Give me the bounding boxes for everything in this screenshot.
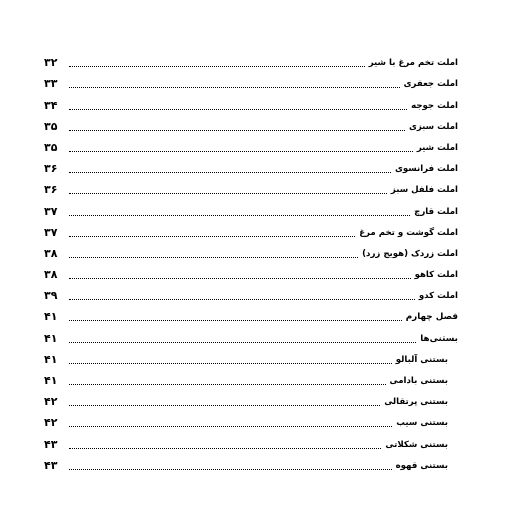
toc-entry-page-number: ۴۱ <box>44 310 58 324</box>
toc-entry-title: املت گوشت و تخم مرغ <box>359 227 458 238</box>
toc-entry[interactable] <box>44 429 458 450</box>
toc-entry[interactable] <box>44 48 458 69</box>
dot-leader <box>69 448 381 449</box>
toc-entry[interactable] <box>44 451 458 472</box>
dot-leader <box>69 257 358 258</box>
toc-entry-page-number: ۴۱ <box>44 331 58 345</box>
toc-entry[interactable] <box>44 90 458 111</box>
dot-leader <box>69 384 386 385</box>
toc-entry-page-number: ۳۶ <box>44 183 58 197</box>
toc-entry-page-number: ۴۲ <box>44 395 58 409</box>
toc-entry-page-number: ۴۱ <box>44 374 58 387</box>
toc-entry-page-number: ۳۹ <box>44 289 58 303</box>
toc-entry-title: بستنی بادامی <box>389 376 448 386</box>
dot-leader <box>69 320 402 321</box>
dot-leader <box>69 66 365 67</box>
toc-entry-page-number: ۳۶ <box>44 162 58 176</box>
toc-entry-page-number: ۳۷ <box>44 204 58 218</box>
toc-entry[interactable] <box>44 133 458 154</box>
toc-entry-page-number: ۳۳ <box>44 77 58 91</box>
toc-entry[interactable] <box>44 175 458 196</box>
toc-entry[interactable] <box>44 302 458 323</box>
toc-entry-page-number: ۳۵ <box>44 140 58 154</box>
toc-entry[interactable] <box>44 239 458 260</box>
toc-entry[interactable] <box>44 260 458 281</box>
dot-leader <box>69 426 392 427</box>
toc-entry-title: املت جعفری <box>403 79 458 90</box>
toc-entry[interactable] <box>44 387 458 408</box>
toc-entry-title: املت شیر <box>416 142 458 153</box>
toc-entry-title: املت فلفل سبز <box>390 185 458 196</box>
dot-leader <box>69 405 380 406</box>
dot-leader <box>69 193 387 194</box>
toc-entry-page-number: ۳۲ <box>44 56 58 70</box>
toc-entry[interactable] <box>44 345 458 366</box>
table-of-contents <box>44 48 458 472</box>
dot-leader <box>69 130 405 131</box>
toc-entry-page-number: ۴۳ <box>44 458 58 472</box>
toc-entry-title: املت زردک (هویج زرد) <box>362 248 458 259</box>
toc-entry-title: بستنی سیب <box>396 418 448 429</box>
toc-entry-title: بستنی قهوه <box>395 460 448 471</box>
toc-entry-title: فصل چهارم <box>405 312 458 323</box>
dot-leader <box>69 87 400 88</box>
dot-leader <box>69 469 392 470</box>
dot-leader <box>69 342 416 343</box>
toc-entry[interactable] <box>44 281 458 302</box>
toc-entry-page-number: ۴۲ <box>44 416 58 430</box>
toc-entry[interactable] <box>44 69 458 90</box>
toc-entry-page-number: ۳۵ <box>44 119 58 133</box>
toc-entry-title: بستنی شکلاتی <box>385 439 448 450</box>
dot-leader <box>69 299 415 300</box>
toc-entry-title: املت کاهو <box>414 270 458 281</box>
dot-leader <box>69 172 391 173</box>
toc-entry[interactable] <box>44 366 458 387</box>
toc-entry-title: املت فرانسوی <box>394 164 458 175</box>
toc-entry[interactable] <box>44 112 458 133</box>
dot-leader <box>69 109 407 110</box>
toc-entry-page-number: ۳۷ <box>44 225 58 239</box>
toc-entry-title: املت قارچ <box>414 206 458 217</box>
toc-entry[interactable] <box>44 154 458 175</box>
toc-entry-page-number: ۳۸ <box>44 246 58 260</box>
toc-entry-title: بستنی آلبالو <box>395 354 448 365</box>
toc-entry-title: املت سبزی <box>408 121 458 132</box>
dot-leader <box>69 215 410 216</box>
dot-leader <box>69 151 413 152</box>
toc-entry[interactable] <box>44 196 458 217</box>
toc-entry-title: املت تخم مرغ با شیر <box>368 58 458 69</box>
toc-entry-title: املت کدو <box>418 291 458 302</box>
toc-entry-page-number: ۴۱ <box>44 352 58 366</box>
dot-leader <box>69 363 392 364</box>
toc-entry[interactable] <box>44 323 458 344</box>
dot-leader <box>69 236 355 237</box>
toc-entry-title: بستنی پرتقالی <box>384 397 448 408</box>
toc-entry-page-number: ۴۳ <box>44 437 58 451</box>
toc-entry[interactable] <box>44 218 458 239</box>
dot-leader <box>69 278 411 279</box>
toc-entry-title: املت جوجه <box>411 100 458 111</box>
toc-entry-page-number: ۳۴ <box>44 98 58 112</box>
toc-entry-page-number: ۳۸ <box>44 268 58 282</box>
toc-entry[interactable] <box>44 408 458 429</box>
toc-entry-title: بستنی‌ها <box>420 333 458 344</box>
